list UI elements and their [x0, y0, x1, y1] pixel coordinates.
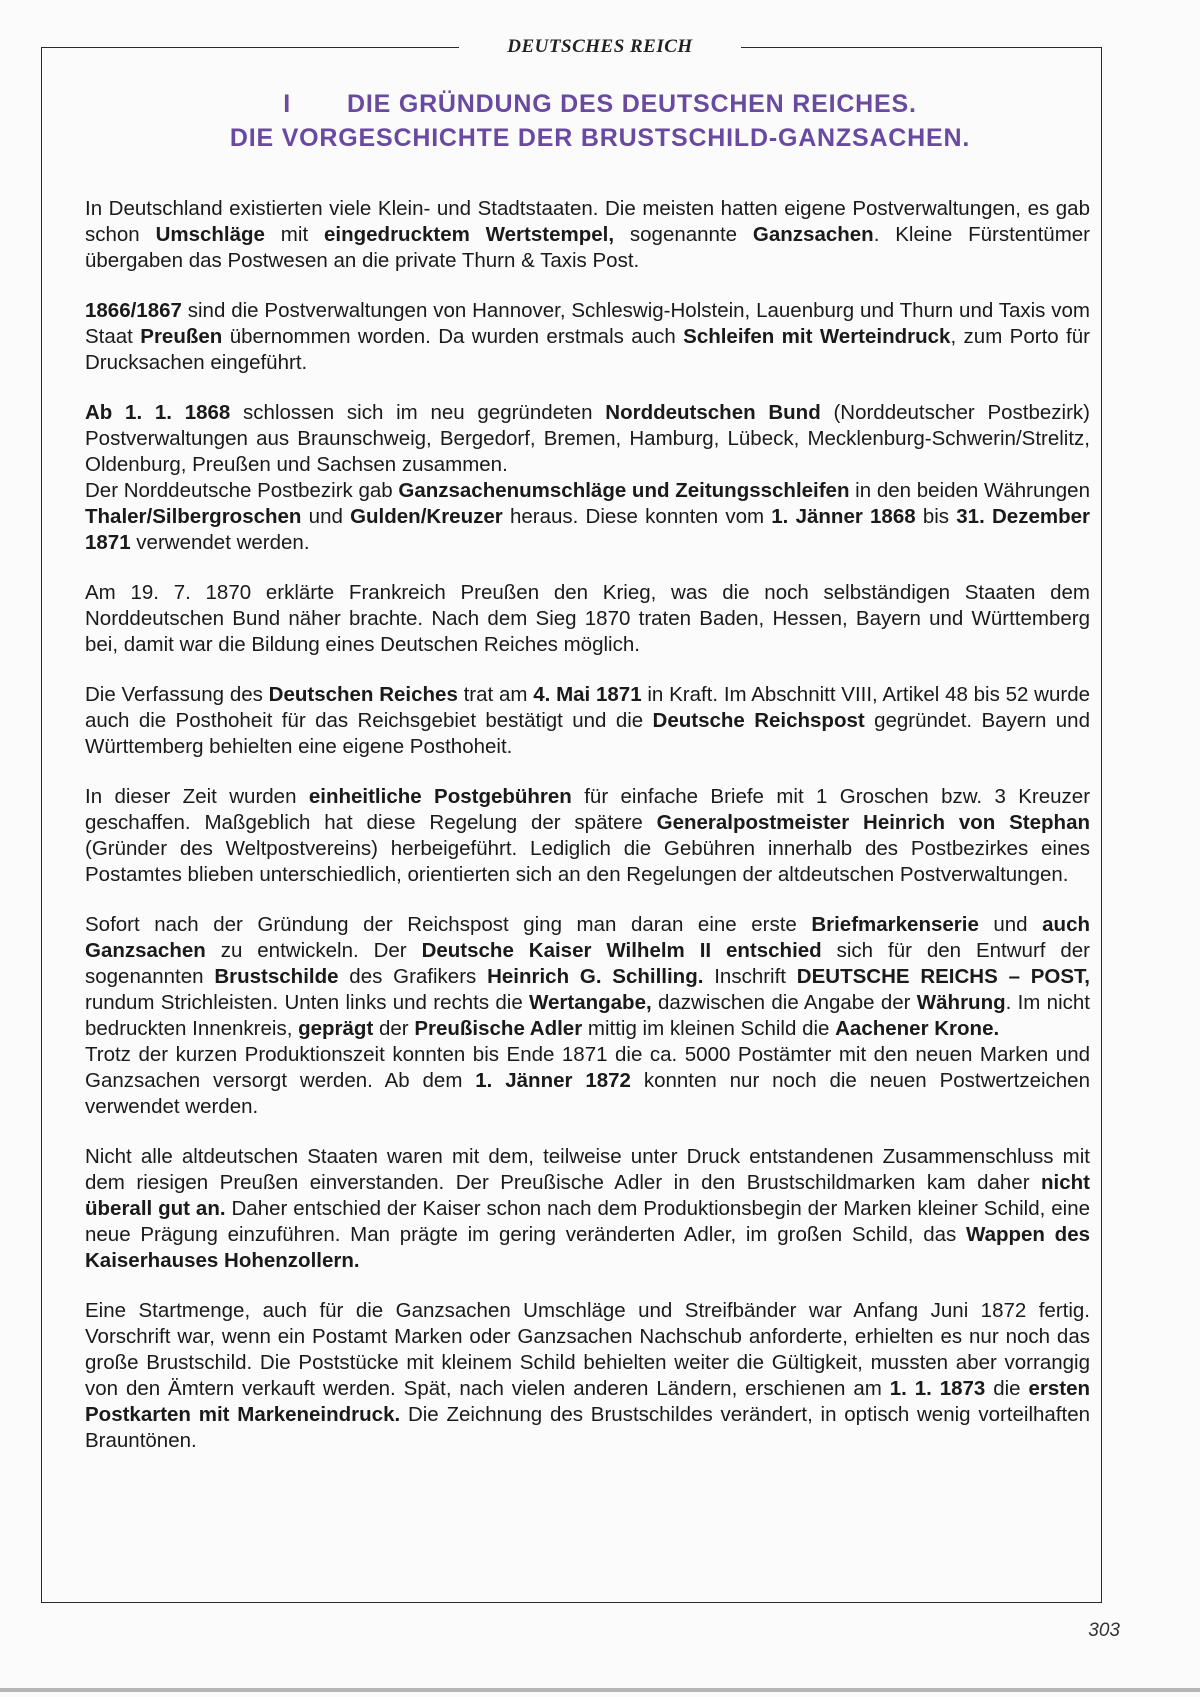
text-run: heraus. Diese konnten vom [502, 505, 772, 528]
text-run: und [978, 913, 1043, 936]
title-text-1: DIE GRÜNDUNG DES DEUTSCHEN REICHES. [347, 90, 917, 118]
bold-run: eingedrucktem Wertstempel, [324, 223, 615, 246]
text-run: . Im nicht bedruckten Innenkreis, [85, 991, 1090, 1040]
text-run: Daher entschied der Kaiser schon nach dem Produktionsbegin der Marken kleiner Schild, eine neue Prägung einzuführen. Man prägte im gering veränderten Adler, im großen Schild, das [85, 1197, 1090, 1246]
text-run: Nicht alle altdeutschen Staaten waren mit dem, teilweise unter Druck entstandenen Zusammenschluss mit dem riesigen Preußen einverstanden. Der Preußische Adler in den Brustschildmarken kam daher [85, 1145, 1090, 1194]
section-label: DEUTSCHES REICH [459, 36, 740, 58]
paragraph-11 [85, 1298, 1090, 1454]
bold-run: Aachener Krone. [835, 1017, 1000, 1040]
page-number: 303 [1088, 1620, 1120, 1641]
text-run: in den beiden Währungen [849, 479, 1090, 502]
paragraph-9 [85, 1042, 1090, 1120]
bold-run: Wappen des Kaiserhauses Hohenzollern. [85, 1223, 1091, 1272]
scan-edge-divider [0, 1688, 1200, 1692]
bold-run: Thaler/Silbergroschen [85, 505, 302, 528]
bold-run: Heinrich G. Schilling. [487, 965, 704, 988]
bold-run: 4. Mai 1871 [533, 683, 642, 706]
bold-run: ersten Postkarten mit Markeneindruck. [85, 1377, 1090, 1426]
bold-run: Deutsche Reichspost [652, 709, 865, 732]
text-run: In Deutschland existierten viele Klein- und Stadtstaaten. Die meisten hatten eigene Postverwaltungen, es gab schon [85, 197, 1090, 246]
bold-run: Gulden/Kreuzer [350, 505, 503, 528]
text-run: Der Norddeutsche Postbezirk gab [85, 479, 399, 502]
text-run: mit [264, 223, 324, 246]
bold-run: Generalpostmeister Heinrich von Stephan [656, 811, 1090, 834]
paragraph-1 [85, 196, 1090, 274]
paragraph-8 [85, 912, 1090, 1042]
text-run: gegründet. Bayern und Württemberg behielten eine eigene Posthoheit. [85, 709, 1090, 758]
text-run: (Gründer des Weltpostvereins) herbeigeführt. Lediglich die Gebühren innerhalb des Postbezirkes eines Postamtes blieben unterschiedlich, orientierten sich an den Regelungen der altdeutschen Postverwaltungen. [85, 837, 1090, 886]
bold-run: Deutsche Kaiser Wilhelm II entschied [421, 939, 822, 962]
text-run: sind die Postverwaltungen von Hannover, Schleswig-Holstein, Lauenburg und Thurn und Taxis vom Staat [85, 299, 1090, 348]
text-run: Sofort nach der Gründung der Reichspost ging man daran eine erste [85, 913, 812, 936]
bold-run: Brustschilde [214, 965, 339, 988]
text-run: konnten nur noch die neuen Postwertzeichen verwendet werden. [85, 1069, 1090, 1118]
bold-run: Ganzsachen [752, 223, 874, 246]
text-run: verwendet werden. [130, 531, 310, 554]
text-run: die [985, 1377, 1029, 1400]
text-run: Inschrift [703, 965, 797, 988]
bold-run: Briefmarkenserie [811, 913, 979, 936]
text-run: dazwischen die Angabe der [651, 991, 917, 1014]
text-run: Die Verfassung des [85, 683, 269, 706]
paragraph-2 [85, 298, 1090, 376]
chapter-number: I [283, 90, 291, 118]
bold-run: DEUTSCHE REICHS – POST, [796, 965, 1090, 988]
text-run: in Kraft. Im Abschnitt VIII, Artikel 48 bis 52 wurde auch die Posthoheit für das Reichsgebiet bestätigt und die [85, 683, 1090, 732]
bold-run: geprägt [298, 1017, 374, 1040]
text-run: für einfache Briefe mit 1 Groschen bzw. 3 Kreuzer geschaffen. Maßgeblich hat diese Regelung der spätere [85, 785, 1091, 834]
text-run: sogenannte [614, 223, 753, 246]
body-text [85, 196, 1090, 1478]
text-run: mittig im kleinen Schild die [582, 1017, 836, 1040]
bold-run: Ganzsachenumschläge und Zeitungsschleifen [398, 479, 850, 502]
bold-run: Währung [916, 991, 1006, 1014]
bold-run: Wertangabe, [529, 991, 652, 1014]
bold-run: Preußen [140, 325, 223, 348]
text-run: In dieser Zeit wurden [85, 785, 309, 808]
bold-run: Umschläge [155, 223, 265, 246]
paragraph-5 [85, 580, 1090, 658]
text-run: der [373, 1017, 415, 1040]
text-run: sich für den Entwurf der sogenannten [85, 939, 1091, 988]
text-run: schlossen sich im neu gegründeten [230, 401, 606, 424]
text-run: übernommen worden. Da wurden erstmals auch [222, 325, 684, 348]
paragraph-10 [85, 1144, 1090, 1274]
title-line-2: DIE VORGESCHICHTE DER BRUSTSCHILD-GANZSACHEN. [229, 124, 971, 152]
bold-run: Ab 1. 1. 1868 [85, 401, 231, 424]
text-run: Am 19. 7. 1870 erklärte Frankreich Preußen den Krieg, was die noch selbständigen Staaten dem Norddeutschen Bund näher brachte. Nach dem Sieg 1870 traten Baden, Hessen, Bayern und Württemberg bei, damit war die Bildung eines Deutschen Reiches möglich. [85, 581, 1090, 656]
bold-run: einheitliche Postgebühren [308, 785, 572, 808]
text-run: des Grafikers [338, 965, 488, 988]
title-line-1 [0, 87, 1200, 121]
paragraph-6 [85, 682, 1090, 760]
text-run: Trotz der kurzen Produktionszeit konnten bis Ende 1871 die ca. 5000 Postämter mit den neuen Marken und Ganzsachen versorgt werden. Ab dem [85, 1043, 1090, 1092]
paragraph-4 [85, 478, 1090, 556]
text-run: Die Zeichnung des Brustschildes verändert, in optisch wenig vorteilhaften Brauntönen. [85, 1403, 1091, 1452]
text-run: bis [915, 505, 957, 528]
text-run: , zum Porto für Drucksachen eingeführt. [85, 325, 1090, 374]
text-run: rundum Strichleisten. Unten links und rechts die [85, 991, 530, 1014]
bold-run: 1. 1. 1873 [889, 1377, 986, 1400]
bold-run: Preußische Adler [414, 1017, 583, 1040]
paragraph-7 [85, 784, 1090, 888]
bold-run: 1. Jänner 1868 [771, 505, 916, 528]
bold-run: 1866/1867 [85, 299, 182, 322]
text-run: und [301, 505, 351, 528]
bold-run: Norddeutschen Bund [605, 401, 821, 424]
bold-run: Schleifen mit Werteindruck [683, 325, 951, 348]
bold-run: 1. Jänner 1872 [475, 1069, 631, 1092]
bold-run: auch Ganzsachen [85, 913, 1090, 962]
bold-run: Deutschen Reiches [268, 683, 458, 706]
text-run: . Kleine Fürstentümer übergaben das Postwesen an die private Thurn & Taxis Post. [85, 223, 1090, 272]
text-run: zu entwickeln. Der [205, 939, 422, 962]
text-run: trat am [457, 683, 534, 706]
text-run: (Norddeutscher Postbezirk) Postverwaltungen aus Braunschweig, Bergedorf, Bremen, Hamburg, Lübeck, Mecklenburg-Schwerin/Strelitz, Oldenburg, Preußen und Sachsen zusammen. [85, 401, 1090, 476]
chapter-title [0, 87, 1200, 155]
bold-run: 31. Dezember 1871 [85, 505, 1090, 554]
paragraph-3 [85, 400, 1090, 478]
bold-run: nicht überall gut an. [85, 1171, 1090, 1220]
text-run: Eine Startmenge, auch für die Ganzsachen Umschläge und Streifbänder war Anfang Juni 1872 fertig. Vorschrift war, wenn ein Postamt Marken oder Ganzsachen Nachschub anforderte, erhielten es nur noch das große Brustschild. Die Poststücke mit kleinem Schild behielten weiter die Gültigkeit, mussten aber vorrangig von den Ämtern verkauft werden. Spät, nach vielen anderen Ländern, erschienen am [85, 1299, 1090, 1400]
